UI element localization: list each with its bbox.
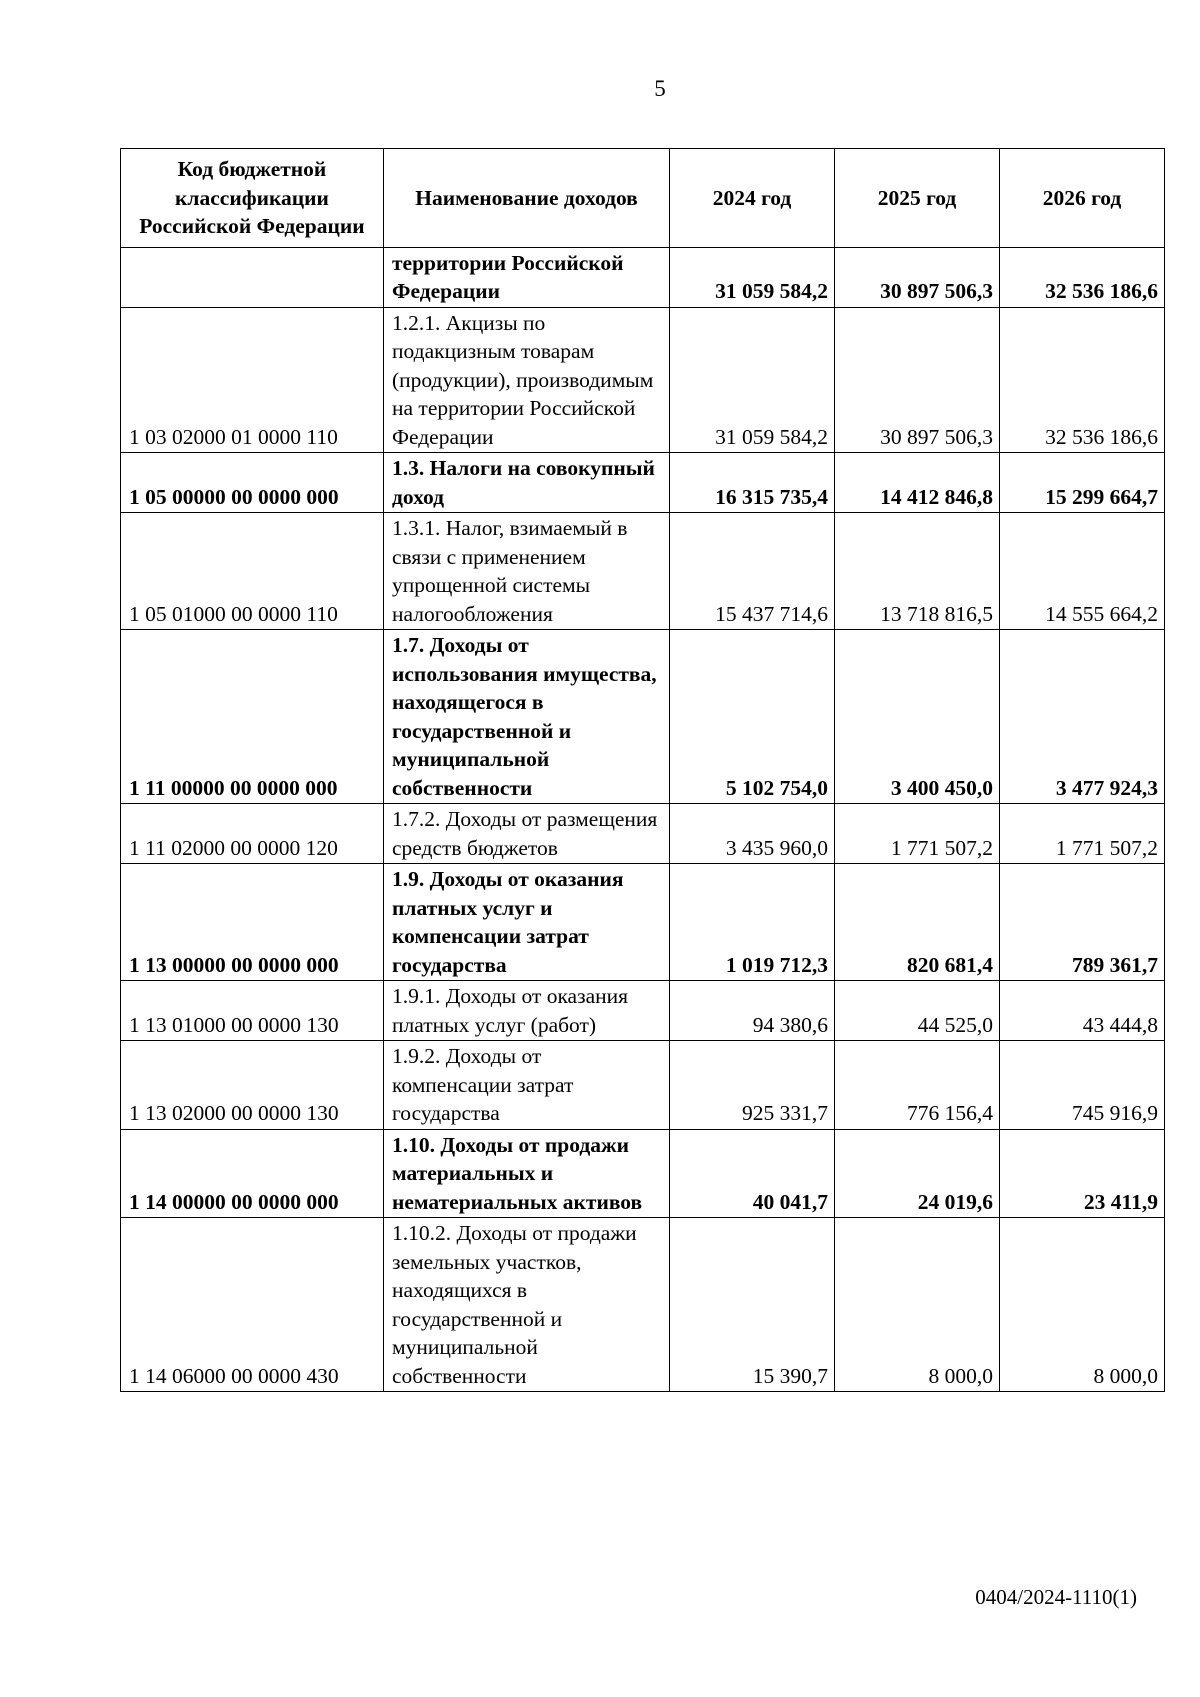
value-2026-cell: 32 536 186,6 [1000,307,1165,453]
header-code: Код бюджетной классификации Российской Федерации [121,149,384,248]
value-2024-cell: 16 315 735,4 [670,453,835,513]
value-2026-cell: 15 299 664,7 [1000,453,1165,513]
value-2024-cell: 5 102 754,0 [670,630,835,804]
code-cell: 1 05 00000 00 0000 000 [121,453,384,513]
page-number: 5 [654,76,666,101]
header-2024: 2024 год [670,149,835,248]
name-cell: 1.10.2. Доходы от продажи земельных участков, находящихся в государственной и муниципальной собственности [384,1218,670,1392]
table-body [121,247,1165,1392]
name-cell: 1.7.2. Доходы от размещения средств бюджетов [384,804,670,864]
value-2024-cell: 31 059 584,2 [670,247,835,307]
code-cell: 1 13 00000 00 0000 000 [121,864,384,981]
value-2024-cell: 925 331,7 [670,1041,835,1130]
code-cell: 1 13 02000 00 0000 130 [121,1041,384,1130]
name-cell: 1.10. Доходы от продажи материальных и нематериальных активов [384,1129,670,1218]
code-cell: 1 14 00000 00 0000 000 [121,1129,384,1218]
table-row [121,630,1165,804]
name-cell: 1.7. Доходы от использования имущества, находящегося в государственной и муниципальной собственности [384,630,670,804]
table-row [121,981,1165,1041]
document-reference: 0404/2024-1110(1) [975,1585,1137,1609]
table-row [121,453,1165,513]
name-cell: территории Российской Федерации [384,247,670,307]
value-2024-cell: 40 041,7 [670,1129,835,1218]
table-row [121,1041,1165,1130]
code-cell: 1 05 01000 00 0000 110 [121,513,384,630]
value-2026-cell: 8 000,0 [1000,1218,1165,1392]
value-2024-cell: 15 390,7 [670,1218,835,1392]
value-2025-cell: 1 771 507,2 [835,804,1000,864]
value-2025-cell: 24 019,6 [835,1129,1000,1218]
value-2025-cell: 30 897 506,3 [835,247,1000,307]
value-2025-cell: 13 718 816,5 [835,513,1000,630]
value-2026-cell: 3 477 924,3 [1000,630,1165,804]
table-row [121,307,1165,453]
value-2026-cell: 43 444,8 [1000,981,1165,1041]
value-2024-cell: 3 435 960,0 [670,804,835,864]
table-row [121,864,1165,981]
value-2024-cell: 94 380,6 [670,981,835,1041]
revenue-table [120,148,1165,1392]
value-2026-cell: 14 555 664,2 [1000,513,1165,630]
value-2026-cell: 32 536 186,6 [1000,247,1165,307]
table-row [121,804,1165,864]
name-cell: 1.9.1. Доходы от оказания платных услуг (работ) [384,981,670,1041]
name-cell: 1.2.1. Акцизы по подакцизным товарам (продукции), производимым на территории Российской Федерации [384,307,670,453]
value-2024-cell: 15 437 714,6 [670,513,835,630]
header-2025: 2025 год [835,149,1000,248]
value-2025-cell: 44 525,0 [835,981,1000,1041]
name-cell: 1.9. Доходы от оказания платных услуг и компенсации затрат государства [384,864,670,981]
value-2024-cell: 31 059 584,2 [670,307,835,453]
table-row [121,513,1165,630]
name-cell: 1.9.2. Доходы от компенсации затрат государства [384,1041,670,1130]
code-cell [121,247,384,307]
value-2025-cell: 14 412 846,8 [835,453,1000,513]
code-cell: 1 11 02000 00 0000 120 [121,804,384,864]
table-header-row [121,149,1165,248]
value-2026-cell: 1 771 507,2 [1000,804,1165,864]
header-name: Наименование доходов [384,149,670,248]
value-2025-cell: 3 400 450,0 [835,630,1000,804]
value-2026-cell: 789 361,7 [1000,864,1165,981]
table-row [121,247,1165,307]
table-row [121,1218,1165,1392]
value-2025-cell: 820 681,4 [835,864,1000,981]
value-2026-cell: 745 916,9 [1000,1041,1165,1130]
table-row [121,1129,1165,1218]
name-cell: 1.3.1. Налог, взимаемый в связи с применением упрощенной системы налогообложения [384,513,670,630]
value-2024-cell: 1 019 712,3 [670,864,835,981]
value-2025-cell: 8 000,0 [835,1218,1000,1392]
header-2026: 2026 год [1000,149,1165,248]
value-2025-cell: 776 156,4 [835,1041,1000,1130]
code-cell: 1 11 00000 00 0000 000 [121,630,384,804]
value-2025-cell: 30 897 506,3 [835,307,1000,453]
code-cell: 1 13 01000 00 0000 130 [121,981,384,1041]
value-2026-cell: 23 411,9 [1000,1129,1165,1218]
name-cell: 1.3. Налоги на совокупный доход [384,453,670,513]
code-cell: 1 03 02000 01 0000 110 [121,307,384,453]
code-cell: 1 14 06000 00 0000 430 [121,1218,384,1392]
